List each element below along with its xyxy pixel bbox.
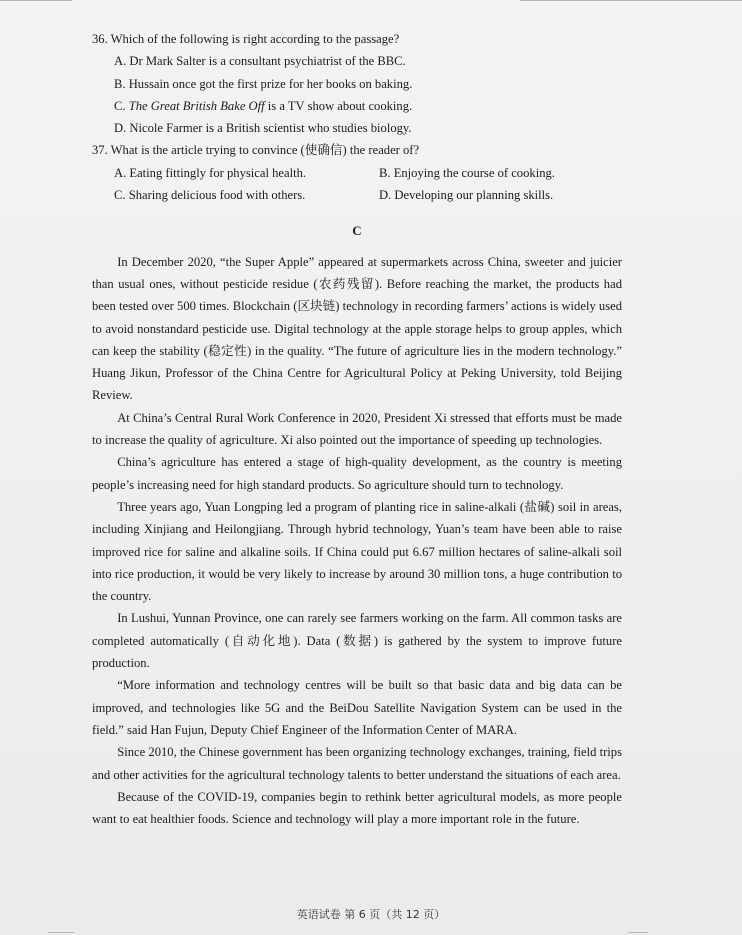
q37-options-row-1 bbox=[114, 162, 622, 184]
page-footer: 英语试卷 第 6 页（共 12 页） bbox=[296, 908, 446, 921]
q37-option-c: C. Sharing delicious food with others. bbox=[114, 188, 306, 203]
top-edge-line-left bbox=[0, 0, 72, 1]
section-title: C bbox=[352, 223, 362, 239]
passage-paragraph: In Lushui, Yunnan Province, one can rarely see farmers working on the farm. All common tasks are completed automatically (自动化地). Data (数据) is gathered by the system to improve future production. bbox=[92, 611, 622, 671]
q37-option-d: D. Developing our planning skills. bbox=[379, 188, 554, 203]
page-content bbox=[92, 28, 622, 830]
q36-option-c-prefix: C. bbox=[114, 98, 129, 113]
top-edge-line-right bbox=[520, 0, 742, 1]
q36-option-c-rest: is a TV show about cooking. bbox=[264, 98, 413, 113]
q36-option-c-title: The Great British Bake Off bbox=[128, 98, 265, 113]
passage-paragraph: Since 2010, the Chinese government has been organizing technology exchanges, training, field trips and other activities for the agricultural technology talents to better understand the situations of each area. bbox=[92, 745, 622, 782]
passage-paragraph: Because of the COVID-19, companies begin to rethink better agricultural models, as more people want to eat healthier foods. Science and technology will play a more important role in the future. bbox=[92, 789, 622, 827]
q37-option-b: B. Enjoying the course of cooking. bbox=[379, 165, 555, 180]
bottom-edge-line-left bbox=[48, 932, 74, 933]
q36-option-a: A. Dr Mark Salter is a consultant psychiatrist of the BBC. bbox=[114, 54, 406, 69]
q37-stem: 37. What is the article trying to convince (使确信) the reader of? bbox=[92, 143, 420, 158]
q36-option-b: B. Hussain once got the first prize for her books on baking. bbox=[114, 76, 413, 91]
q37-option-a: A. Eating fittingly for physical health. bbox=[114, 165, 307, 180]
q36-option-c bbox=[114, 95, 622, 117]
passage-paragraph: “More information and technology centres will be built so that basic data and big data can be improved, and technologies like 5G and the BeiDou Satellite Navigation System can be used in the field.” said Han Fujun, Deputy Chief Engineer of the Information Center of MARA. bbox=[92, 678, 622, 737]
q36-option-d: D. Nicole Farmer is a British scientist who studies biology. bbox=[114, 121, 412, 136]
q37-options-row-2 bbox=[114, 184, 622, 206]
q36-stem: 36. Which of the following is right according to the passage? bbox=[92, 32, 400, 46]
passage-paragraph: At China’s Central Rural Work Conference in 2020, President Xi stressed that efforts must be made to increase the quality of agriculture. Xi also pointed out the importance of speeding up technologies. bbox=[92, 410, 622, 448]
bottom-edge-line-right bbox=[628, 932, 648, 933]
passage-paragraph: China’s agriculture has entered a stage of high-quality development, as the country is meeting people’s increasing need for high standard products. So agriculture should turn to technology. bbox=[92, 455, 622, 492]
passage-paragraph: Three years ago, Yuan Longping led a program of planting rice in saline-alkali (盐碱) soil in areas, including Xinjiang and Heilongjiang. Through hybrid technology, Yuan’s team have been able to raise improved rice for saline and alkaline soils. If China could put 6.67 million hectares of saline-alkali soil into rice production, it would be very likely to increase by around 30 million tons, a huge contribution to the country. bbox=[92, 499, 622, 604]
passage-paragraph: In December 2020, “the Super Apple” appeared at supermarkets across China, sweeter and juicier than usual ones, without pesticide residue (农药残留). Before reaching the market, the products had been tested over 500 times. Blockchain (区块链) technology in recording farmers’ actions is widely used to avoid nonstandard pesticide use. Digital technology at the apple storage helps to group apples, which can keep the stability (稳定性) in the quality. “The future of agriculture lies in the modern technology.” Huang Jikun, Professor of the China Centre for Agricultural Policy at Peking University, told Beijing Review. bbox=[92, 254, 622, 403]
